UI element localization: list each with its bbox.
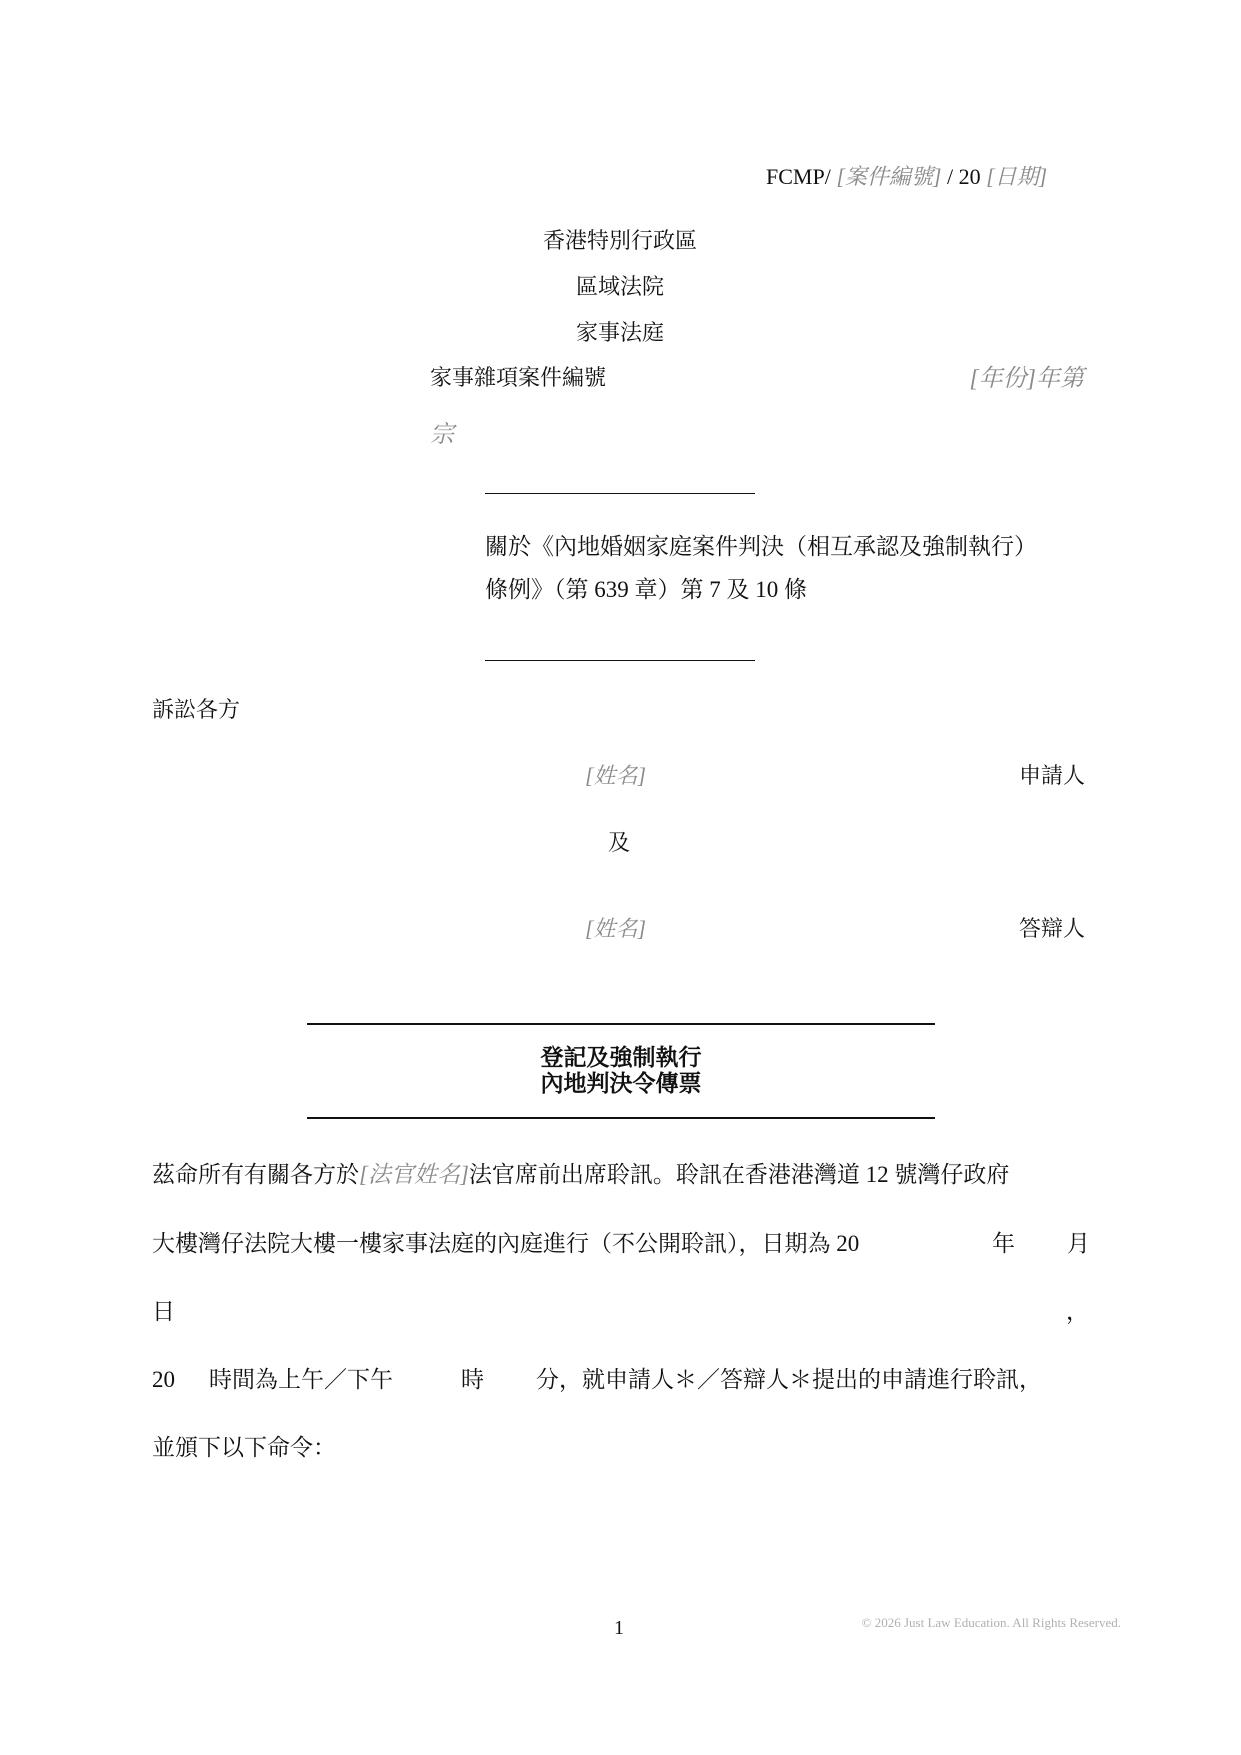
body-line-4-hour: 時 bbox=[461, 1367, 484, 1392]
judge-name-placeholder: [法官姓名] bbox=[359, 1162, 469, 1187]
body-line-1 bbox=[152, 1163, 1009, 1186]
case-ref-prefix: FCMP/ bbox=[766, 164, 831, 189]
court-line-3: 家事法庭 bbox=[575, 320, 664, 345]
case-ref-separator: / 20 bbox=[941, 164, 987, 189]
body-line-2-month: 月 bbox=[1067, 1231, 1090, 1256]
title-rule-top bbox=[307, 1023, 935, 1025]
document-title-line-2: 內地判決令傳票 bbox=[540, 1071, 702, 1097]
body-line-4-time: 時間為上午／下午 bbox=[209, 1367, 393, 1392]
body-line-5: 並頒下以下命令： bbox=[152, 1435, 336, 1460]
document-title bbox=[307, 1045, 935, 1098]
case-date-placeholder: [日期] bbox=[986, 164, 1048, 189]
copyright-notice: © 2026 Just Law Education. All Rights Reserved. bbox=[861, 1615, 1121, 1630]
court-line-1: 香港特別行政區 bbox=[542, 228, 697, 253]
body-line-2-year: 年 bbox=[992, 1231, 1015, 1256]
body-line-4-year: 20 bbox=[152, 1367, 175, 1392]
applicant-name-placeholder: [姓名] bbox=[585, 763, 647, 788]
parties-heading: 訴訟各方 bbox=[152, 697, 241, 722]
body-line-4-rest: 分，就申請人＊／答辯人＊提出的申請進行聆訊， bbox=[536, 1367, 1042, 1392]
case-year-placeholder: [年份]年第 bbox=[969, 366, 1084, 392]
body-line-2-main: 大樓灣仔法院大樓一樓家事法庭的內庭進行（不公開聆訊），日期為 20 bbox=[152, 1231, 860, 1256]
divider-short-bottom bbox=[485, 660, 755, 661]
court-line-2: 區域法院 bbox=[575, 274, 664, 299]
regarding-line-1: 關於《內地婚姻家庭案件判決（相互承認及強制執行） bbox=[485, 534, 1037, 559]
respondent-name-placeholder: [姓名] bbox=[585, 916, 647, 941]
case-number-placeholder: [案件編號] bbox=[836, 164, 942, 189]
parties-and: 及 bbox=[608, 830, 631, 855]
body-line-3-comma: ， bbox=[1066, 1299, 1089, 1324]
body-line-3-day: 日 bbox=[152, 1299, 175, 1324]
document-title-line-1: 登記及強制執行 bbox=[540, 1045, 702, 1070]
case-type-label: 家事雜項案件編號 bbox=[430, 365, 607, 390]
divider-short-top bbox=[485, 493, 755, 494]
respondent-role: 答辯人 bbox=[1018, 916, 1085, 941]
case-reference bbox=[766, 166, 1047, 188]
page-number: 1 bbox=[614, 1617, 624, 1639]
title-rule-bottom bbox=[307, 1117, 935, 1119]
case-suffix: 宗 bbox=[430, 422, 454, 448]
body-text: 法官席前出席聆訊。聆訊在香港港灣道 12 號灣仔政府 bbox=[468, 1162, 1010, 1187]
regarding-line-2: 條例》（第 639 章）第 7 及 10 條 bbox=[485, 577, 807, 602]
applicant-role: 申請人 bbox=[1018, 763, 1085, 788]
body-text: 茲命所有有關各方於 bbox=[152, 1162, 359, 1187]
